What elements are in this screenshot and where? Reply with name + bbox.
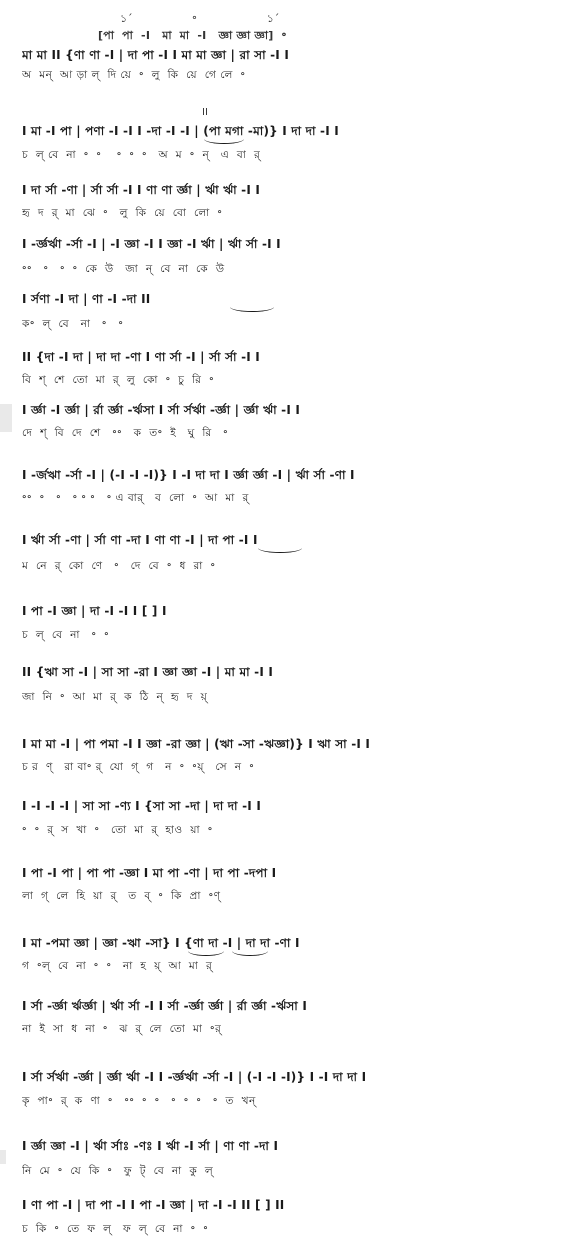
row-9-lyrics: ম নে র্ কো ণে ॰ দে বে ॰ ধ রা ॰ [22, 560, 216, 572]
row-2-lyrics: চ ল্ বে না ॰ ॰ ॰ ॰ ॰ অ ম ॰ ন্ এ বা র্ [22, 149, 261, 161]
row-17-notes: I র্সা র্সর্ঋা -র্জ্ঞা | র্জ্ঞা র্ঋা -I I -র্জ্ঞর্ঋা -র্সা -I | (-I -I -I)} I -I দা দা I [22, 1070, 367, 1084]
slur-mark [230, 302, 274, 312]
row-3-lyrics: হৃ দ র্ মা ঝে ॰ লু কি য়ে বো লো ॰ [22, 207, 223, 219]
row-13-lyrics: ॰ ॰ র্ স খা ॰ তো মা র্ হাও য়া ॰ [22, 824, 213, 836]
row-19-notes: I ণা পা -I | দা পা -I I পা -I জ্ঞা | দা -I -I II [ ] II [22, 1198, 285, 1212]
row-7-notes: I র্জ্ঞা -I র্জ্ঞা | র্রা র্জ্ঞা -র্ঋসা I র্সা র্সর্ঋা -র্জ্ঞা | র্জ্ঞা র্ঋা -I I [22, 403, 301, 417]
row-8-notes: I -র্জঋা -র্সা -I | (-I -I -I)} I -I দা দা I র্জ্ঞা র্জ্ঞা -I | র্ঋা র্সা -ণা I [22, 468, 355, 482]
slur-mark [258, 543, 302, 553]
row-11-lyrics: জা নি ॰ আ মা র্ ক ঠি ন্ হৃ দ য়্ [22, 691, 208, 703]
row-12-lyrics: চ র ণ্ রা বা॰ র্ যো গ্ গ ন ॰ ॰য়্ সে ন ॰ [22, 761, 255, 773]
header-accents: ১´ ॰ ১´ [120, 12, 280, 25]
row-19-lyrics: চ কি ॰ তে ফ ল্ ফ ল্ বে না ॰ ॰ [22, 1223, 209, 1235]
row-6-lyrics: বি শ্ শে তো মা র্ লু কো ॰ চু রি ॰ [22, 374, 215, 386]
row-13-notes: I -I -I -I | সা সা -ণ্য I {সা সা -দা | দা দা -I I [22, 799, 262, 813]
row-14-lyrics: লা গ্ লে হি য়া র্ ত ব্ ॰ কি প্রা ॰ণ্ [22, 890, 221, 902]
row-9-notes: I র্ঋা র্সা -ণা | র্সা ণা -দা I ণা ণা -I | দা পা -I I [22, 533, 258, 547]
scan-speck [0, 1150, 6, 1164]
row-15-notes: I মা -পমা জ্ঞা | জ্ঞা -ঋা -সা} I {ণা দা -I | দা দা -ণা I [22, 936, 300, 950]
row-17-lyrics: কৃ পা॰ র্ ক ণা ॰ ॰॰ ॰ ॰ ॰ ॰ ॰ ॰ ত খন্ [22, 1095, 256, 1107]
row-7-lyrics: দে শ্ বি দে শে ॰॰ ক ত॰ ই ঘু রি ॰ [22, 427, 229, 439]
row-11-notes: II {ঋা সা -I | সা সা -রা I জ্ঞা জ্ঞা -I | মা মা -I I [22, 665, 274, 679]
row-14-notes: I পা -I পা | পা পা -জ্ঞা I মা পা -ণা | দা পা -দপা I [22, 866, 277, 880]
grace-mark: II [202, 107, 208, 118]
scan-speck [0, 404, 12, 432]
slur-mark [232, 946, 268, 956]
header-notation: [পা পা -I মা মা -I জ্ঞা জ্ঞা জ্ঞা] ॰ [98, 29, 287, 42]
row-3-notes: I দা র্সা -ণা | র্সা র্সা -I I ণা ণা র্জ্ঞা | র্ঋা র্ঋা -I I [22, 183, 261, 197]
row-4-lyrics: ॰॰ ॰ ॰ ॰ কে উ জা ন্ বে না কে উ [22, 263, 225, 275]
row-10-lyrics: চ ল্ বে না ॰ ॰ [22, 629, 110, 641]
row-1-notes: মা মা II {ণা ণা -I | দা পা -I I মা মা জ্ঞা | রা সা -I I [22, 48, 290, 62]
row-6-notes: II {দা -I দা | দা দা -ণা I ণা র্সা -I | র্সা র্সা -I I [22, 350, 260, 364]
row-16-notes: I র্সা -র্জ্ঞা র্ঋর্জ্ঞা | র্ঋা র্সা -I I র্সা -র্জ্ঞা র্জ্ঞা | র্রা র্জ্ঞা -র্ঋসা I [22, 999, 307, 1013]
row-10-notes: I পা -I জ্ঞা | দা -I -I I [ ] I [22, 604, 167, 618]
row-5-notes: I র্সণা -I দা | ণা -I -দা II [22, 292, 151, 306]
row-18-lyrics: নি মে ॰ যে কি ॰ ফু ট্ বে না কু ল্ [22, 1165, 214, 1177]
row-18-notes: I র্জ্ঞা জ্ঞা -I | র্ঋা র্সাঃ -ণঃ I র্ঋা -I র্সা | ণা ণা -দা I [22, 1139, 279, 1153]
slur-mark [188, 946, 224, 956]
row-4-notes: I -র্জ্ঞর্ঋা -র্সা -I | -I জ্ঞা -I I জ্ঞা -I র্ঋা | র্ঋা র্সা -I I [22, 237, 281, 251]
row-5-lyrics: ক॰ ল্ বে না ॰ ॰ [22, 318, 124, 330]
slur-mark [204, 134, 244, 144]
row-8-lyrics: ॰॰ ॰ ॰ ॰ ॰ ॰ ॰ এ বার্ ব লো ॰ আ মা র্ [22, 492, 249, 504]
row-16-lyrics: না ই সা ধ না ॰ ঝ র্ লে তো মা ॰র্ [22, 1023, 222, 1035]
row-12-notes: I মা মা -I | পা পমা -I I জ্ঞা -রা জ্ঞা | (ঋা -সা -ঋজ্ঞা)} I ঋা সা -I I [22, 737, 371, 751]
row-1-lyrics: অ মন্ আ ড়া ল্ দি য়ে ॰ লু কি য়ে গে লে ॰ [22, 69, 246, 81]
row-15-lyrics: গ ॰ল্ বে না ॰ ॰ না হ য়্ আ মা র্ [22, 960, 213, 972]
row-2-notes: I মা -I পা | পণা -I -I I -দা -I -I | (পা মগা -মা)} I দা দা -I I [22, 124, 339, 138]
